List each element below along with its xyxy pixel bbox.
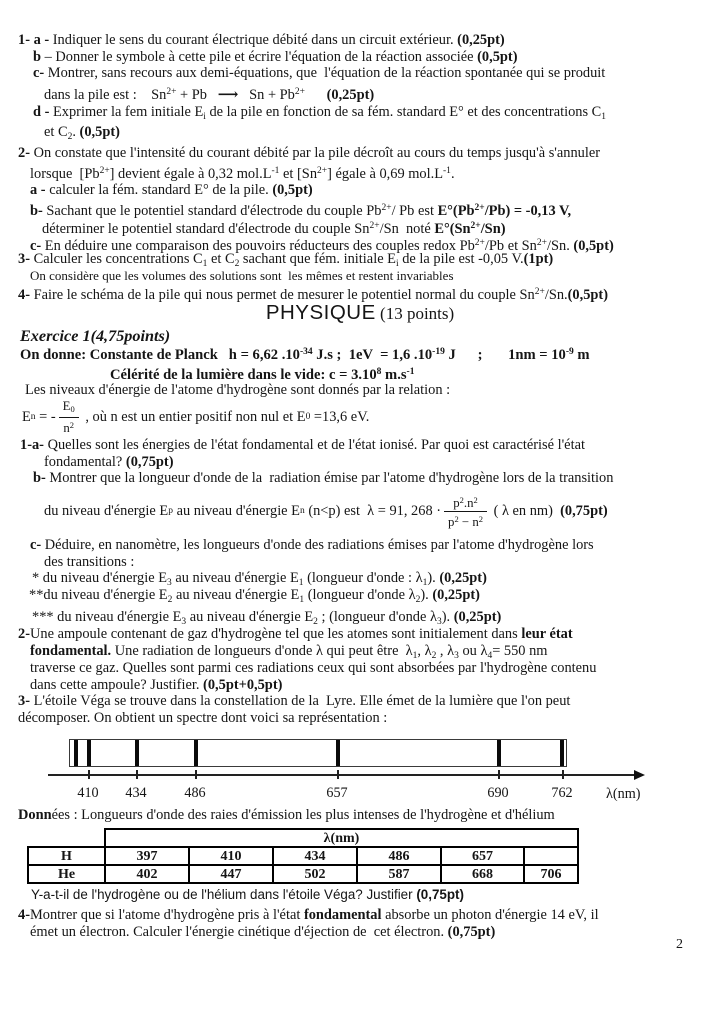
text-line: b- Sachant que le potentiel standard d'électrode du couple $Pb^{2+}/$ Pb est $E^\circ(Pb^{2+}/Pb) = -0,13$ V, [30, 202, 572, 219]
text-line: Données : Longueurs d'onde des raies d'émission les plus intenses de l'hydrogène et d'hélium [18, 807, 555, 823]
text-line: et $C_2$. (0,5pt) [44, 123, 120, 142]
text-line: 4- Faire le schéma de la pile qui nous permet de mesurer le potentiel normal du couple $Sn^{2+}/Sn.(0,5pt)$ [18, 286, 609, 303]
section-heading [0, 301, 720, 325]
emission-table [27, 828, 579, 884]
table-cell: 397 [105, 847, 189, 865]
axis-label: λ(nm) [606, 786, 641, 802]
text-line: b- Montrer que la longueur d'onde de la radiation émise par l'atome d'hydrogène lors de la transition [33, 470, 614, 486]
axis-arrow-icon [634, 770, 645, 780]
physique-points: (13 points) [375, 304, 455, 323]
table-corner-blank [28, 829, 105, 847]
text-line: 1- a - Indiquer le sens du courant électrique débité dans un circuit extérieur. (0,25pt) [18, 32, 505, 48]
text-line: déterminer le potentiel standard d'électrode du couple $Sn^{2+}/Sn$ noté $E^\circ(Sn^{2+}/Sn)$ [42, 221, 506, 237]
axis-tick [195, 770, 197, 779]
table-cell: 434 [273, 847, 357, 865]
text-line: b – Donner le symbole à cette pile et écrire l'équation de la réaction associée (0,5pt) [33, 48, 518, 65]
table-cell: 502 [273, 865, 357, 883]
text-line: *** du niveau d'énergie $E_3$ au niveau d'énergie $E_2$ ; (longueur d'onde $\lambda_3$). (0,25pt) [32, 608, 502, 627]
tick-label: 434 [125, 785, 147, 801]
text-line: a - calculer la fém. standard E° de la pile. (0,5pt) [30, 181, 313, 198]
text-line: 1-a- Quelles sont les énergies de l'état fondamental et de l'état ionisé. Par quoi est caractérisé l'état [20, 437, 585, 453]
table-cell: 402 [105, 865, 189, 883]
tick-label: 690 [487, 785, 509, 801]
text-line: dans cette ampoule? Justifier. (0,5pt+0,5pt) [30, 676, 283, 693]
spectrum-emission-line [74, 740, 78, 766]
spectrum-emission-line [135, 740, 139, 766]
text-line: On donne: Constante de Planck h = 6,62 $.10^{-34}$ J.s ; 1eV = 1,6 $.10^{-19}$ J ; $1nm = 10^{-9}$ m [20, 347, 590, 363]
text-line: * du niveau d'énergie $E_3$ au niveau d'énergie $E_1$ (longueur d'onde : $\lambda_1$). (0,25pt) [32, 570, 487, 588]
table-cell: 657 [441, 847, 524, 865]
fraction: $\frac{E0}{n^2}$ [59, 400, 79, 435]
text-line: E n = - $\frac{E0}{n^2}$ , où n est un entier positif non nul et E 0 =13,6 eV. [22, 398, 370, 435]
text-line: Célérité de la lumière dans le vide: $c = 3.10^8$ $m.s^{-1}$ [110, 366, 415, 383]
text-line: dans la pile est : $Sn^{2+} + Pb$ ⟶ $Sn + Pb^{2+}$ (0,25pt) [44, 87, 375, 103]
table-cell: 410 [189, 847, 273, 865]
text-line: On considère que les volumes des solutions sont les mêmes et restent invariables [30, 267, 454, 283]
axis-tick [562, 770, 564, 779]
text-line: 2-Une ampoule contenant de gaz d'hydrogène tel que les atomes sont initialement dans leur état [18, 625, 573, 642]
text-line: **du niveau d'énergie $E_2$ au niveau d'énergie $E_1$ (longueur d'onde $\lambda_2$). (0,25pt) [29, 587, 480, 605]
axis-tick [88, 770, 90, 779]
table-cell: 587 [357, 865, 441, 883]
text-line: du niveau d'énergie E p au niveau d'énergie E n (n<p) est λ = 91, 268 · $\frac{p^2.n^2}{p^2 - n^2}$ ( λ en nm) (0,75pt) [44, 494, 608, 529]
axis-tick [136, 770, 138, 779]
page-number: 2 [676, 937, 683, 952]
tick-label: 486 [184, 785, 206, 801]
axis-tick [498, 770, 500, 779]
text-line: Y-a-t-il de l'hydrogène ou de l'hélium dans l'étoile Véga? Justifier (0,75pt) [31, 886, 464, 902]
text-line: 3- L'étoile Véga se trouve dans la constellation de la Lyre. Elle émet de la lumière que l'on peut [18, 693, 571, 709]
spectrum-emission-line [560, 740, 564, 766]
text-line: c- Montrer, sans recours aux demi-équations, que l'équation de la réaction spontanée qui se produit [33, 65, 606, 81]
text-line: émet un électron. Calculer l'énergie cinétique d'éjection de cet électron. (0,75pt) [30, 923, 496, 940]
text-line: 4-Montrer que si l'atome d'hydrogène pris à l'état fondamental absorbe un photon d'énergie 14 eV, il [18, 906, 599, 923]
text-line: Exercice 1(4,75points) [20, 326, 171, 345]
table-cell: 668 [441, 865, 524, 883]
text-line: c- En déduire une comparaison des pouvoirs réducteurs des couples redox $Pb^{2+}/Pb$ et $Sn^{2+}/Sn$. (0,5pt) [30, 238, 614, 254]
tick-label: 762 [551, 785, 573, 801]
table-cell: 447 [189, 865, 273, 883]
spectrum-emission-line [336, 740, 340, 766]
text-line: Les niveaux d'énergie de l'atome d'hydrogène sont donnés par la relation : [25, 382, 451, 398]
text-line: 2- On constate que l'intensité du courant débité par la pile décroît au cours du temps jusqu'à s'annuler [18, 145, 601, 161]
text-line: traverse ce gaz. Quelles sont parmi ces radiations ceux qui sont absorbées par l'hydrogène contenu [30, 659, 597, 676]
table-cell [524, 847, 578, 865]
spectrum-emission-line [87, 740, 91, 766]
text-line: 3- Calculer les concentrations $C_1$ et $C_2$ sachant que fém. initiale $E_i$ de la pile est -0,05 V.(1pt) [18, 251, 554, 269]
text-line: décomposer. On obtient un spectre dont voici sa représentation : [18, 709, 388, 726]
spectrum-box [69, 739, 567, 767]
spectrum-emission-line [497, 740, 501, 766]
text-line: lorsque $[Pb^{2+}]$ devient égale à 0,32 $mol.L^{-1}$ et $[Sn^{2+}]$ égale à 0,69 $mol.L^{-1}$. [30, 166, 455, 182]
table-header-cell: λ(nm) [105, 829, 578, 847]
table-cell: 706 [524, 865, 578, 883]
axis-tick [337, 770, 339, 779]
table-cell: 486 [357, 847, 441, 865]
text-line: fondamental. Une radiation de longueurs d'onde λ qui peut être $\lambda_1$, $\lambda_2$ , $\lambda_3$ ou $\lambda_4= 550$ nm [30, 642, 548, 661]
text-line: c- Déduire, en nanomètre, les longueurs d'onde des radiations émises par l'atome d'hydrogène lors [30, 537, 594, 553]
tick-label: 410 [77, 785, 99, 801]
text-line: d - Exprimer la fem initiale $E_i$ de la pile en fonction de sa fém. standard E° et des concentrations $C_1$ [33, 104, 607, 122]
text-line: des transitions : [44, 553, 135, 570]
text-line: fondamental? (0,75pt) [44, 453, 174, 470]
tick-label: 657 [326, 785, 348, 801]
physique-title: PHYSIQUE [265, 301, 376, 324]
spectrum-emission-line [194, 740, 198, 766]
table-cell: He [28, 865, 105, 883]
wavelength-axis [48, 774, 634, 776]
table-cell: H [28, 847, 105, 865]
fraction: $\frac{p^2.n^2}{p^2 - n^2}$ [444, 494, 487, 529]
